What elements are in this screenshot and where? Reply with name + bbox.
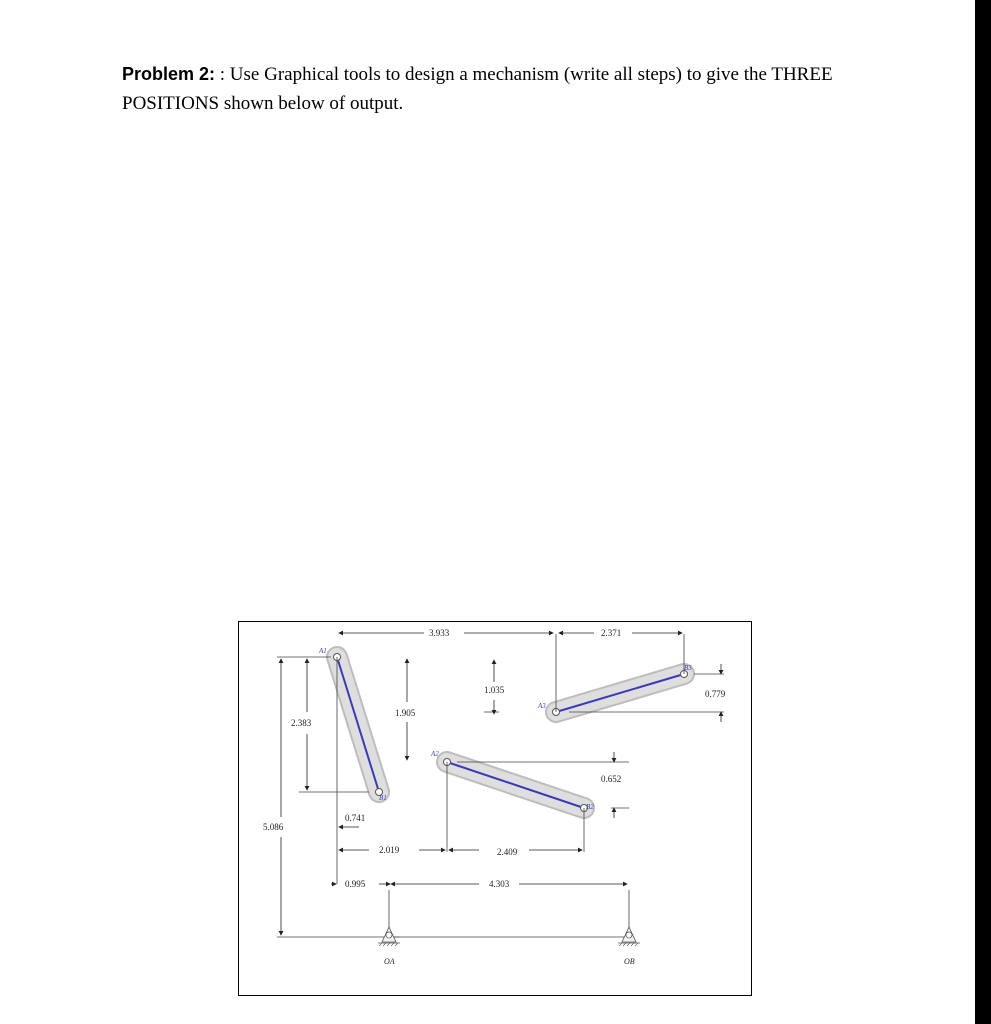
dim-5086: 5.086 [263,822,284,832]
dim-0741: 0.741 [345,813,366,823]
label-a1: A1 [319,647,327,655]
problem-text: : Use Graphical tools to design a mechanism (write all steps) to give the THREE POSITIONS shown below of output. [122,64,833,114]
ground-pivot-oa [378,927,400,966]
dim-2371: 2.371 [601,628,622,638]
ground-pivot-ob [618,927,640,966]
dim-2383: 2.383 [291,718,312,728]
label-b1: B1 [379,794,387,802]
label-b3: B3 [684,664,692,672]
dim-0995: 0.995 [345,879,366,889]
page-edge-bar [975,0,991,1024]
dim-1035: 1.035 [484,685,505,695]
label-b2: B2 [586,803,594,811]
problem-statement [122,60,882,118]
dim-0652: 0.652 [601,774,622,784]
link-position-1 [318,647,387,802]
dim-0779: 0.779 [705,689,726,699]
label-oa: OA [384,957,395,966]
link-position-2 [430,750,594,812]
dim-1905: 1.905 [395,708,416,718]
dim-3933: 3.933 [429,628,450,638]
mechanism-figure [238,621,752,996]
dim-2409: 2.409 [497,847,518,857]
dim-4303: 4.303 [489,879,510,889]
dim-2019: 2.019 [379,845,400,855]
label-a3: A3 [538,702,546,710]
mechanism-diagram [239,622,751,995]
problem-heading: Problem 2: [122,64,216,84]
label-a2: A2 [431,750,439,758]
label-ob: OB [624,957,635,966]
link-position-3 [537,664,692,716]
